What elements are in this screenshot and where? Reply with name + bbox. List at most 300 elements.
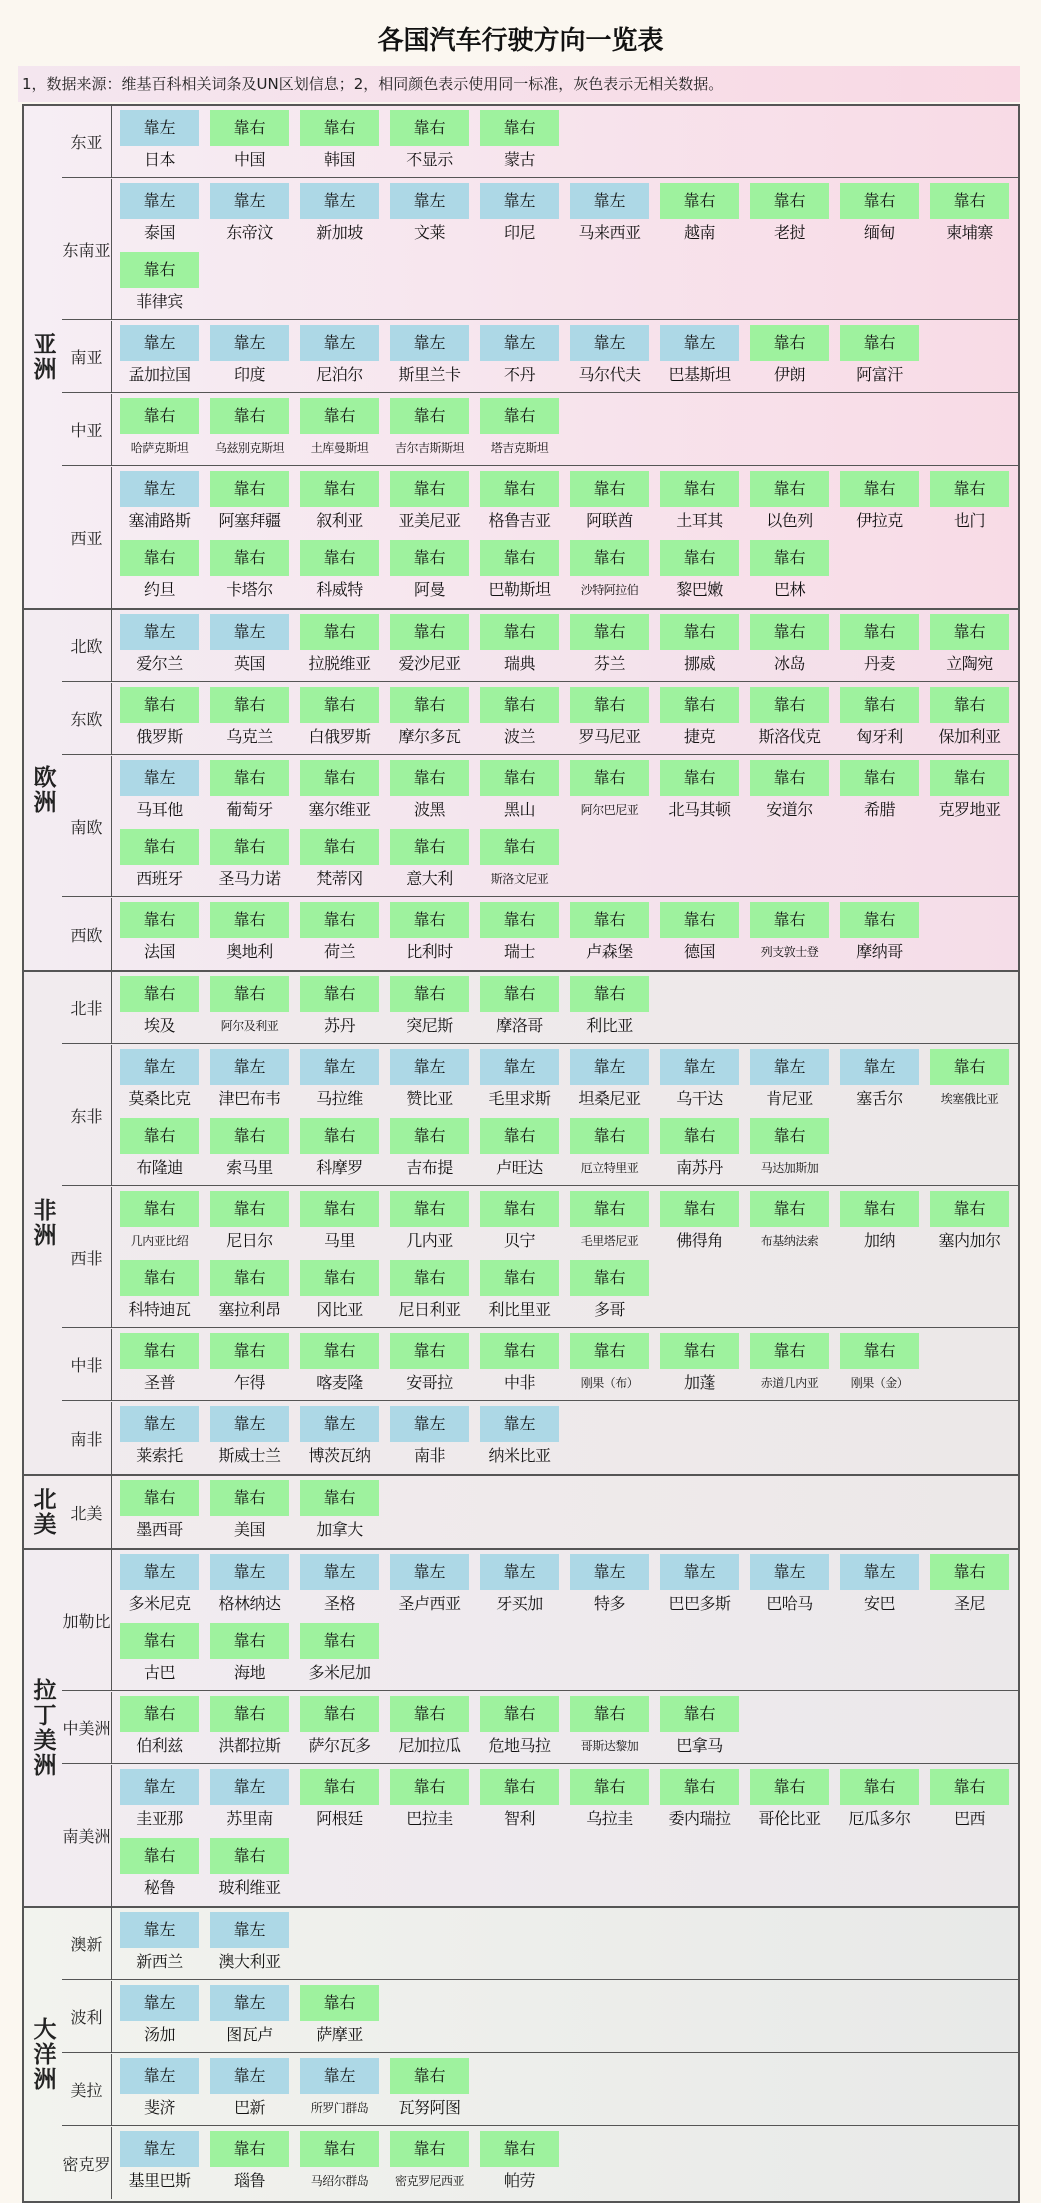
driving-side-badge: 靠右 (840, 183, 919, 219)
country-cell (840, 471, 919, 536)
driving-side-badge: 靠左 (120, 110, 199, 146)
country-name: 爱沙尼亚 (398, 654, 461, 673)
country-cell (570, 1696, 649, 1761)
driving-side-badge: 靠右 (570, 687, 649, 723)
country-name: 纳米比亚 (488, 1446, 551, 1465)
country-cell (390, 1049, 469, 1114)
country-name: 刚果（金） (850, 1376, 909, 1390)
continent-label: 拉丁美洲 (29, 1678, 56, 1778)
country-cell (480, 398, 559, 463)
country-cell (390, 2058, 469, 2123)
country-cell (120, 1406, 199, 1471)
country-name: 圣卢西亚 (398, 1594, 461, 1613)
driving-side-badge: 靠左 (120, 325, 199, 361)
country-name: 冈比亚 (316, 1300, 363, 1319)
country-name: 塞舌尔 (856, 1089, 903, 1108)
country-cell (660, 1049, 739, 1114)
country-name: 萨尔瓦多 (308, 1736, 371, 1755)
driving-side-badge: 靠右 (210, 687, 289, 723)
country-cell (930, 471, 1009, 536)
driving-side-badge: 靠左 (120, 2058, 199, 2094)
driving-side-badge: 靠左 (570, 325, 649, 361)
country-name: 墨西哥 (136, 1520, 183, 1539)
country-cell (120, 2131, 199, 2196)
country-name: 摩尔多瓦 (398, 727, 461, 746)
driving-side-badge: 靠右 (210, 2131, 289, 2167)
country-name: 越南 (683, 223, 715, 242)
country-name: 赞比亚 (406, 1089, 453, 1108)
driving-side-badge: 靠右 (660, 471, 739, 507)
country-name: 塞尔维亚 (308, 800, 371, 819)
country-name: 土库曼斯坦 (310, 441, 369, 455)
country-cell (300, 540, 379, 605)
driving-side-badge: 靠右 (300, 1985, 379, 2021)
driving-side-badge: 靠左 (120, 614, 199, 650)
country-cell (210, 325, 289, 390)
driving-side-badge: 靠右 (300, 614, 379, 650)
country-cell (120, 1118, 199, 1183)
country-name: 吉尔吉斯斯坦 (394, 441, 464, 455)
driving-side-badge: 靠左 (300, 183, 379, 219)
country-cell (750, 471, 829, 536)
country-cell (840, 325, 919, 390)
country-name: 芬兰 (593, 654, 625, 673)
country-name: 圣马力诺 (218, 869, 281, 888)
country-cell (930, 183, 1009, 248)
region-label: 南欧 (62, 756, 112, 896)
country-cell (120, 110, 199, 175)
country-name: 立陶宛 (946, 654, 993, 673)
country-name: 瓦努阿图 (398, 2098, 461, 2117)
country-name: 哈萨克斯坦 (130, 441, 189, 455)
country-cell (930, 687, 1009, 752)
driving-side-badge: 靠右 (120, 252, 199, 288)
driving-side-badge: 靠右 (570, 902, 649, 938)
country-grid (120, 902, 1018, 970)
country-cell (930, 1769, 1009, 1834)
country-cell (390, 1260, 469, 1325)
driving-side-badge: 靠左 (300, 325, 379, 361)
country-name: 马拉维 (316, 1089, 363, 1108)
driving-side-badge: 靠左 (120, 1912, 199, 1948)
driving-side-badge: 靠右 (210, 1838, 289, 1874)
driving-side-badge: 靠右 (750, 1333, 829, 1369)
country-grid (120, 760, 1018, 896)
driving-side-badge: 靠左 (210, 1912, 289, 1948)
country-name: 卢森堡 (586, 942, 633, 961)
country-name: 瑞士 (503, 942, 535, 961)
country-name: 圣普 (143, 1373, 175, 1392)
driving-side-badge: 靠右 (120, 829, 199, 865)
driving-side-badge: 靠右 (840, 760, 919, 796)
country-name: 巴西 (953, 1809, 985, 1828)
region-label: 东非 (62, 1045, 112, 1185)
driving-side-badge: 靠右 (390, 614, 469, 650)
country-cell (300, 1333, 379, 1398)
country-name: 克罗地亚 (938, 800, 1001, 819)
country-name: 毛里塔尼亚 (580, 1234, 639, 1248)
country-name: 几内亚比绍 (130, 1234, 189, 1248)
country-cell (660, 1191, 739, 1256)
driving-side-badge: 靠右 (930, 687, 1009, 723)
country-name: 赤道几内亚 (760, 1376, 819, 1390)
driving-side-badge: 靠右 (210, 976, 289, 1012)
driving-side-badge: 靠左 (120, 1554, 199, 1590)
driving-side-badge: 靠右 (750, 325, 829, 361)
driving-side-badge: 靠右 (480, 1333, 559, 1369)
country-name: 加拿大 (316, 1520, 363, 1539)
country-name: 莫桑比克 (128, 1089, 191, 1108)
country-cell (210, 398, 289, 463)
driving-side-badge: 靠右 (210, 471, 289, 507)
country-cell (840, 183, 919, 248)
country-name: 多哥 (593, 1300, 625, 1319)
country-name: 中国 (233, 150, 265, 169)
driving-side-badge: 靠右 (120, 1838, 199, 1874)
country-cell (840, 760, 919, 825)
country-grid (120, 614, 1018, 681)
country-cell (390, 471, 469, 536)
driving-side-badge: 靠右 (930, 1769, 1009, 1805)
country-cell (210, 1696, 289, 1761)
driving-side-badge: 靠左 (210, 1554, 289, 1590)
region-label: 南亚 (62, 321, 112, 392)
country-name: 埃及 (143, 1016, 175, 1035)
country-name: 索马里 (226, 1158, 273, 1177)
region-row (62, 1402, 1018, 1474)
country-name: 德国 (683, 942, 715, 961)
driving-side-badge: 靠右 (120, 902, 199, 938)
country-cell (750, 1554, 829, 1619)
country-name: 列支敦士登 (760, 945, 819, 959)
country-cell (210, 1406, 289, 1471)
driving-side-badge: 靠左 (840, 1554, 919, 1590)
driving-side-badge: 靠右 (210, 540, 289, 576)
country-cell (300, 398, 379, 463)
country-name: 厄立特里亚 (580, 1161, 639, 1175)
country-name: 马耳他 (136, 800, 183, 819)
country-cell (300, 1696, 379, 1761)
region-row (62, 1908, 1018, 1980)
country-cell (300, 614, 379, 679)
region-row (62, 1692, 1018, 1764)
country-cell (300, 325, 379, 390)
country-cell (570, 1118, 649, 1183)
country-name: 伯利兹 (136, 1736, 183, 1755)
country-name: 马绍尔群岛 (310, 2174, 369, 2188)
country-cell (390, 540, 469, 605)
driving-side-badge: 靠右 (120, 1333, 199, 1369)
region-row (62, 756, 1018, 897)
country-cell (210, 614, 289, 679)
country-cell (300, 1191, 379, 1256)
driving-side-badge: 靠右 (120, 1118, 199, 1154)
country-cell (660, 1696, 739, 1761)
country-cell (480, 110, 559, 175)
country-cell (570, 540, 649, 605)
driving-side-badge: 靠右 (120, 1191, 199, 1227)
driving-side-badge: 靠右 (390, 1191, 469, 1227)
country-name: 马里 (323, 1231, 355, 1250)
country-grid (120, 1480, 1018, 1548)
driving-side-badge: 靠右 (480, 614, 559, 650)
country-cell (300, 471, 379, 536)
country-cell (120, 1696, 199, 1761)
region-label: 北美 (62, 1476, 112, 1548)
country-cell (390, 976, 469, 1041)
country-cell (750, 687, 829, 752)
driving-side-badge: 靠右 (390, 398, 469, 434)
country-name: 东帝汶 (226, 223, 273, 242)
driving-side-badge: 靠右 (840, 1769, 919, 1805)
country-name: 梵蒂冈 (316, 869, 363, 888)
region-row (62, 1329, 1018, 1401)
driving-side-badge: 靠右 (210, 760, 289, 796)
driving-side-badge: 靠右 (390, 1769, 469, 1805)
country-cell (210, 1480, 289, 1545)
country-cell (210, 829, 289, 894)
country-name: 以色列 (766, 511, 813, 530)
driving-side-badge: 靠右 (300, 1480, 379, 1516)
driving-side-badge: 靠右 (570, 1260, 649, 1296)
country-cell (480, 183, 559, 248)
country-cell (120, 325, 199, 390)
country-name: 乌克兰 (226, 727, 273, 746)
driving-side-badge: 靠右 (750, 687, 829, 723)
country-grid (120, 1912, 1018, 1979)
country-name: 刚果（布） (580, 1376, 639, 1390)
region-row (62, 1476, 1018, 1548)
driving-side-badge: 靠右 (480, 1696, 559, 1732)
country-name: 安巴 (863, 1594, 895, 1613)
country-cell (750, 183, 829, 248)
country-name: 帕劳 (503, 2171, 535, 2190)
country-name: 巴新 (233, 2098, 265, 2117)
country-name: 加蓬 (683, 1373, 715, 1392)
driving-side-badge: 靠右 (390, 1118, 469, 1154)
region-label: 西非 (62, 1187, 112, 1327)
country-cell (660, 183, 739, 248)
region-label: 西欧 (62, 898, 112, 970)
country-name: 波兰 (503, 727, 535, 746)
country-name: 圭亚那 (136, 1809, 183, 1828)
country-name: 黑山 (503, 800, 535, 819)
region-row (62, 1550, 1018, 1691)
country-name: 冰岛 (773, 654, 805, 673)
region-row (62, 972, 1018, 1044)
driving-side-badge: 靠右 (660, 1191, 739, 1227)
country-name: 印尼 (503, 223, 535, 242)
country-name: 美国 (233, 1520, 265, 1539)
region-row (62, 1187, 1018, 1328)
country-cell (480, 1260, 559, 1325)
driving-side-badge: 靠左 (210, 183, 289, 219)
country-cell (390, 183, 469, 248)
country-name: 吉布提 (406, 1158, 453, 1177)
country-cell (210, 471, 289, 536)
country-name: 印度 (233, 365, 265, 384)
driving-side-badge: 靠左 (210, 2058, 289, 2094)
country-name: 中非 (503, 1373, 535, 1392)
country-name: 博茨瓦纳 (308, 1446, 371, 1465)
country-cell (660, 687, 739, 752)
country-name: 瑞典 (503, 654, 535, 673)
country-name: 多米尼加 (308, 1663, 371, 1682)
country-name: 安哥拉 (406, 1373, 453, 1392)
country-cell (840, 614, 919, 679)
driving-side-badge: 靠左 (210, 1049, 289, 1085)
country-name: 韩国 (323, 150, 355, 169)
driving-side-badge: 靠右 (210, 1480, 289, 1516)
country-name: 尼加拉瓜 (398, 1736, 461, 1755)
country-cell (300, 1985, 379, 2050)
country-cell (390, 1696, 469, 1761)
country-name: 卢旺达 (496, 1158, 543, 1177)
country-cell (840, 1554, 919, 1619)
driving-side-badge: 靠右 (480, 1260, 559, 1296)
country-cell (300, 1049, 379, 1114)
driving-side-badge: 靠右 (210, 398, 289, 434)
region-label: 中美洲 (62, 1692, 112, 1763)
country-name: 圣尼 (953, 1594, 985, 1613)
country-cell (750, 1769, 829, 1834)
country-table (22, 104, 1020, 2203)
country-cell (480, 540, 559, 605)
driving-side-badge: 靠右 (750, 1118, 829, 1154)
country-cell (570, 687, 649, 752)
country-name: 危地马拉 (488, 1736, 551, 1755)
country-cell (750, 1118, 829, 1183)
country-name: 蒙古 (503, 150, 535, 169)
region-row (62, 2054, 1018, 2126)
driving-side-badge: 靠右 (300, 1333, 379, 1369)
driving-side-badge: 靠右 (120, 1623, 199, 1659)
country-name: 图瓦卢 (226, 2025, 273, 2044)
driving-side-badge: 靠右 (930, 183, 1009, 219)
country-name: 巴基斯坦 (668, 365, 731, 384)
country-grid (120, 471, 1018, 608)
driving-side-badge: 靠右 (480, 110, 559, 146)
country-cell (210, 1333, 289, 1398)
country-cell (750, 1049, 829, 1114)
country-cell (390, 829, 469, 894)
driving-side-badge: 靠右 (660, 614, 739, 650)
country-name: 乌干达 (676, 1089, 723, 1108)
country-name: 土耳其 (676, 511, 723, 530)
country-grid (120, 325, 1018, 392)
driving-side-badge: 靠右 (570, 976, 649, 1012)
country-cell (210, 976, 289, 1041)
country-cell (120, 760, 199, 825)
driving-side-badge: 靠左 (660, 325, 739, 361)
country-cell (840, 1333, 919, 1398)
driving-side-badge: 靠右 (660, 687, 739, 723)
driving-side-badge: 靠右 (930, 1554, 1009, 1590)
region-row (62, 1045, 1018, 1186)
country-name: 法国 (143, 942, 175, 961)
country-grid (120, 1554, 1018, 1690)
country-name: 津巴布韦 (218, 1089, 281, 1108)
country-name: 希腊 (863, 800, 895, 819)
driving-side-badge: 靠右 (390, 540, 469, 576)
driving-side-badge: 靠右 (750, 540, 829, 576)
country-name: 匈牙利 (856, 727, 903, 746)
driving-side-badge: 靠右 (840, 1333, 919, 1369)
country-name: 坦桑尼亚 (578, 1089, 641, 1108)
country-grid (120, 1769, 1018, 1906)
country-name: 利比亚 (586, 1016, 633, 1035)
driving-side-badge: 靠左 (210, 614, 289, 650)
driving-side-badge: 靠左 (390, 325, 469, 361)
driving-side-badge: 靠左 (570, 183, 649, 219)
country-name: 玻利维亚 (218, 1878, 281, 1897)
country-cell (480, 1696, 559, 1761)
country-name: 埃塞俄比亚 (940, 1092, 999, 1106)
driving-side-badge: 靠左 (120, 1049, 199, 1085)
country-name: 约旦 (143, 580, 175, 599)
continent-section (24, 610, 1018, 972)
country-cell (210, 760, 289, 825)
country-cell (300, 1406, 379, 1471)
driving-side-badge: 靠右 (300, 760, 379, 796)
country-name: 摩纳哥 (856, 942, 903, 961)
driving-side-badge: 靠右 (660, 540, 739, 576)
country-cell (660, 471, 739, 536)
region-row (62, 683, 1018, 755)
country-name: 苏丹 (323, 1016, 355, 1035)
country-name: 文莱 (413, 223, 445, 242)
region-label: 南美洲 (62, 1765, 112, 1906)
region-label: 南非 (62, 1402, 112, 1474)
country-name: 萨摩亚 (316, 2025, 363, 2044)
driving-side-badge: 靠右 (750, 1191, 829, 1227)
driving-side-badge: 靠右 (120, 1696, 199, 1732)
country-name: 格林纳达 (218, 1594, 281, 1613)
country-cell (120, 1333, 199, 1398)
country-cell (660, 760, 739, 825)
region-row (62, 394, 1018, 466)
country-name: 贝宁 (503, 1231, 535, 1250)
country-name: 捷克 (683, 727, 715, 746)
driving-side-badge: 靠右 (300, 2131, 379, 2167)
country-name: 罗马尼亚 (578, 727, 641, 746)
driving-side-badge: 靠右 (210, 902, 289, 938)
driving-side-badge: 靠右 (480, 540, 559, 576)
driving-side-badge: 靠右 (390, 1696, 469, 1732)
country-cell (120, 1912, 199, 1977)
country-cell (120, 471, 199, 536)
country-cell (210, 2131, 289, 2196)
country-cell (210, 1191, 289, 1256)
country-cell (120, 183, 199, 248)
driving-side-badge: 靠左 (390, 1554, 469, 1590)
country-name: 老挝 (773, 223, 805, 242)
country-name: 巴勒斯坦 (488, 580, 551, 599)
driving-side-badge: 靠左 (120, 2131, 199, 2167)
driving-side-badge: 靠右 (930, 1191, 1009, 1227)
country-name: 布基纳法索 (760, 1234, 819, 1248)
country-name: 西班牙 (136, 869, 183, 888)
country-cell (930, 1554, 1009, 1619)
country-name: 奥地利 (226, 942, 273, 961)
driving-side-badge: 靠右 (750, 1769, 829, 1805)
country-name: 古巴 (143, 1663, 175, 1682)
country-grid (120, 1049, 1018, 1185)
country-grid (120, 1985, 1018, 2052)
continent-label: 非洲 (29, 1198, 56, 1248)
driving-side-badge: 靠右 (120, 398, 199, 434)
country-cell (570, 1260, 649, 1325)
